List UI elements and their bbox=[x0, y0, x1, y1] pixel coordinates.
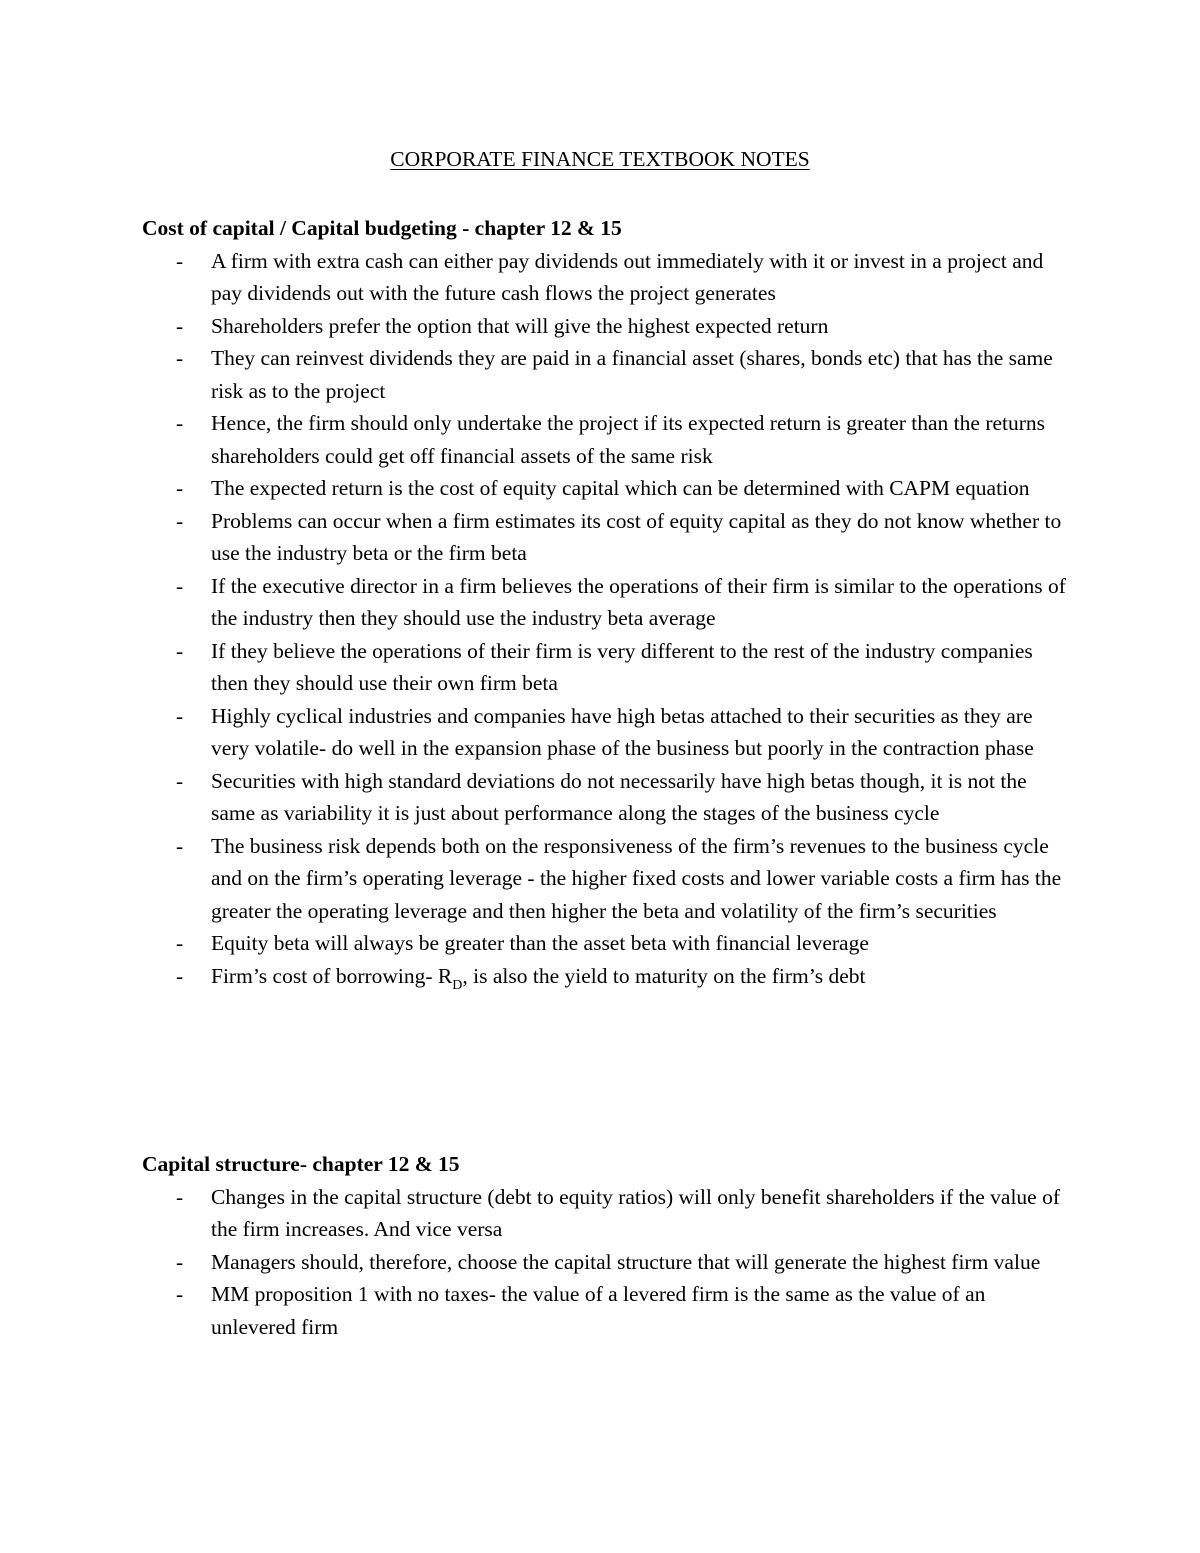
bullet-text: If they believe the operations of their firm is very different to the rest of the industry companies then they should use their own firm beta bbox=[211, 638, 1033, 695]
dash-marker: - bbox=[176, 313, 184, 338]
dash-marker: - bbox=[176, 1184, 184, 1209]
bullet-item bbox=[142, 570, 1071, 635]
bullet-item bbox=[142, 927, 1071, 960]
bullet-text: A firm with extra cash can either pay dividends out immediately with it or invest in a project and pay dividends out with the future cash flows the project generates bbox=[211, 248, 1044, 305]
bullet-list bbox=[142, 245, 1072, 993]
dash-marker: - bbox=[176, 573, 184, 598]
bullet-item bbox=[142, 765, 1071, 830]
dash-marker: - bbox=[176, 963, 184, 988]
bullet-item bbox=[142, 245, 1071, 310]
document-title: CORPORATE FINANCE TEXTBOOK NOTES bbox=[390, 147, 810, 171]
bullet-item bbox=[142, 472, 1071, 505]
section-heading: Capital structure- chapter 12 & 15 bbox=[142, 1152, 460, 1176]
bullet-item bbox=[142, 310, 1071, 343]
bullet-item bbox=[142, 635, 1071, 700]
bullet-text: Highly cyclical industries and companies have high betas attached to their securities as they are very volatile- do well in the expansion phase of the business but poorly in the contraction phase bbox=[211, 703, 1034, 760]
dash-marker: - bbox=[176, 931, 184, 955]
bullet-item bbox=[142, 1246, 1071, 1279]
section-cost-of-capital bbox=[142, 212, 1072, 992]
dash-marker: - bbox=[176, 1282, 184, 1306]
bullet-text: Equity beta will always be greater than the asset beta with financial leverage bbox=[211, 931, 869, 955]
bullet-text: If the executive director in a firm believes the operations of their firm is similar to the operations of the industry then they should use the industry beta average bbox=[211, 573, 1066, 630]
bullet-item bbox=[142, 342, 1071, 407]
dash-marker: - bbox=[176, 638, 184, 663]
bullet-text: The business risk depends both on the responsiveness of the firm’s revenues to the business cycle and on the firm’s operating leverage - the higher fixed costs and lower variable costs a firm has the greater the operating leverage and then higher the beta and volatility of the firm’s securities bbox=[211, 833, 1062, 923]
section-heading: Cost of capital / Capital budgeting - chapter 12 & 15 bbox=[142, 216, 622, 240]
bullet-text: They can reinvest dividends they are paid in a financial asset (shares, bonds etc) that has the same risk as to the project bbox=[211, 346, 1053, 403]
bullet-text: Problems can occur when a firm estimates its cost of equity capital as they do not know whether to use the industry beta or the firm beta bbox=[211, 508, 1062, 565]
bullet-text: Firm’s cost of borrowing- R bbox=[211, 963, 453, 988]
subscript-d: D bbox=[452, 977, 463, 993]
dash-marker: - bbox=[176, 476, 184, 500]
section-capital-structure bbox=[142, 1148, 1072, 1343]
dash-marker: - bbox=[176, 508, 184, 533]
bullet-text: Hence, the firm should only undertake the project if its expected return is greater than the returns shareholders could get off financial assets of the same risk bbox=[211, 411, 1046, 468]
bullet-text: Shareholders prefer the option that will give the highest expected return bbox=[211, 313, 829, 338]
bullet-text: The expected return is the cost of equity capital which can be determined with CAPM equation bbox=[211, 476, 1030, 500]
bullet-text: Managers should, therefore, choose the capital structure that will generate the highest firm value bbox=[211, 1249, 1041, 1274]
dash-marker: - bbox=[176, 346, 184, 370]
bullet-item bbox=[142, 700, 1071, 765]
bullet-text: , is also the yield to maturity on the firm’s debt bbox=[462, 963, 866, 988]
bullet-item bbox=[142, 1181, 1071, 1246]
bullet-item bbox=[142, 407, 1071, 472]
dash-marker: - bbox=[176, 1249, 184, 1274]
bullet-item-cost-of-borrowing bbox=[142, 960, 1071, 993]
bullet-item bbox=[142, 505, 1071, 570]
dash-marker: - bbox=[176, 703, 184, 728]
bullet-item bbox=[142, 830, 1071, 928]
dash-marker: - bbox=[176, 768, 184, 793]
bullet-item bbox=[142, 1278, 1071, 1343]
bullet-text: Securities with high standard deviations do not necessarily have high betas though, it is not the same as variability it is just about performance along the stages of the business cycle bbox=[211, 768, 1027, 825]
bullet-list bbox=[142, 1181, 1072, 1344]
bullet-text: MM proposition 1 with no taxes- the value of a levered firm is the same as the value of an unlevered firm bbox=[211, 1282, 986, 1339]
dash-marker: - bbox=[176, 833, 184, 858]
dash-marker: - bbox=[176, 248, 184, 273]
bullet-text: Changes in the capital structure (debt to equity ratios) will only benefit shareholders if the value of the firm increases. And vice versa bbox=[211, 1184, 1060, 1241]
dash-marker: - bbox=[176, 411, 184, 435]
